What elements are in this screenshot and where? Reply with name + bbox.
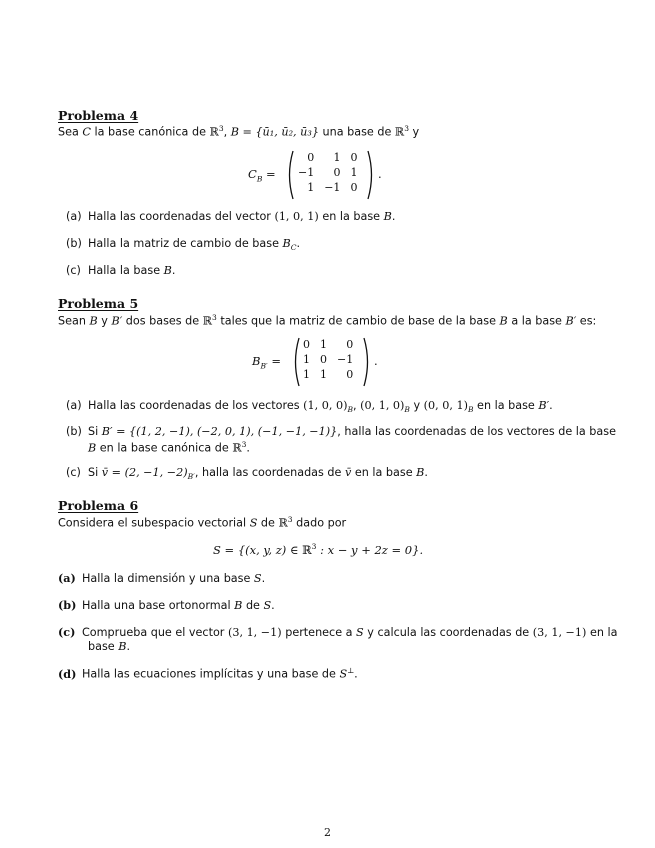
- matrix-bbp: 0 1 0 1 0 −1 1 1 0: [303, 338, 354, 381]
- matrix-cb-label: $C_B$ =: [248, 167, 276, 184]
- subspace-equation: S = {(x, y, z) ∈ ℝ$^3$ : x − y + 2z = 0}.: [213, 542, 424, 557]
- problem-6-item-c-line2: base B.: [88, 640, 131, 653]
- problem-6-item-c: (c) Comprueba que el vector (3, 1, −1) pertenece a S y calcula las coordenadas de (3, 1, −1) en la: [58, 625, 618, 639]
- problem-4-item-b: (b) Halla la matriz de cambio de base $B_C$.: [66, 237, 301, 253]
- problem-6-item-d: (d) Halla las ecuaciones implícitas y una base de S⊥.: [58, 666, 358, 681]
- right-paren: [362, 337, 372, 387]
- problem-5-item-b: (b) Si B′ = {(1, 2, −1), (−2, 0, 1), (−1, −1, −1)}, halla las coordenadas de los vectores de la base: [66, 425, 616, 438]
- matrix-period: .: [378, 167, 382, 181]
- problem-4-item-a: (a) Halla las coordenadas del vector (1, 0, 1) en la base B.: [66, 210, 396, 223]
- matrix-period: .: [374, 354, 378, 368]
- problem-5-intro: Sean B y B′ dos bases de ℝ$^3$ tales que la matriz de cambio de base de la base B a la base B′ es:: [58, 313, 597, 328]
- problem-6-item-a: (a) Halla la dimensión y una base S.: [58, 571, 266, 585]
- problem-4-title: Problema 4: [58, 108, 139, 123]
- problem-5-item-b-line2: B en la base canónica de ℝ$^3$.: [88, 440, 250, 455]
- matrix-cb: 0 1 0 −1 0 1 1 −1 0: [298, 151, 358, 194]
- problem-4-intro: Sea C la base canónica de ℝ$^3$, B = {ū₁, ū₂, ū₃} una base de ℝ$^3$ y: [58, 124, 420, 139]
- problem-5-item-c: (c) Si v̄ = (2, −1, $-2)_{B'}$, halla las coordenadas de v̄ en la base B.: [66, 466, 428, 482]
- matrix-bbp-label: $B_{B'}$ =: [252, 354, 281, 371]
- right-paren: [366, 150, 376, 200]
- problem-6-intro: Considera el subespacio vectorial S de ℝ$^3$ dado por: [58, 515, 347, 530]
- problem-5-title: Problema 5: [58, 296, 139, 311]
- problem-6-item-b: (b) Halla una base ortonormal B de S.: [58, 598, 275, 612]
- problem-5-item-a: (a) Halla las coordenadas de los vectores (1, 0, $0)_B$, (0, 1, $0)_B$ y (0, 0, $1)_B$ en la base B′.: [66, 399, 553, 415]
- problem-6-title: Problema 6: [58, 498, 139, 513]
- page-number: 2: [324, 826, 331, 839]
- problem-4-item-c: (c) Halla la base B.: [66, 264, 176, 277]
